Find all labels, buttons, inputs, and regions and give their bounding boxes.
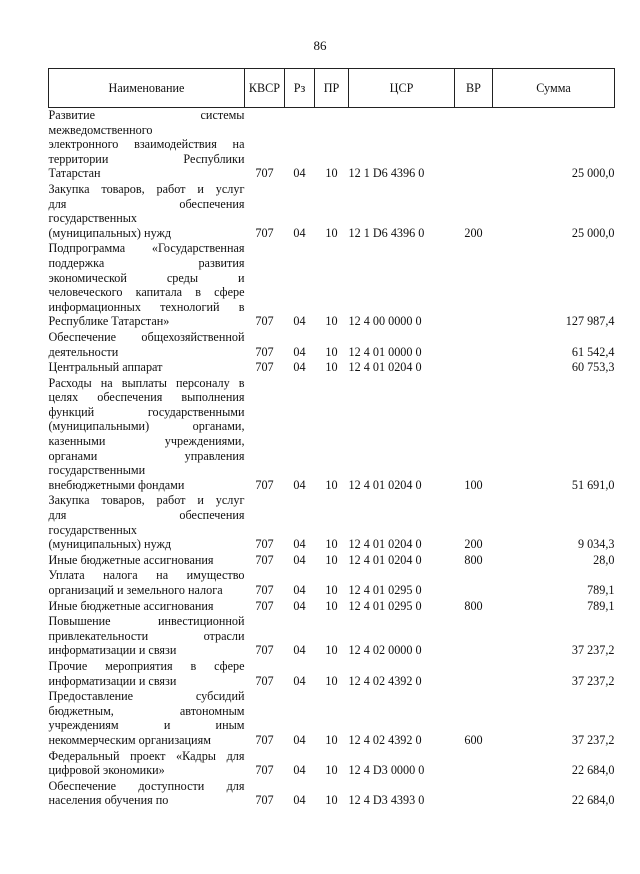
row-name-cell [49, 182, 245, 241]
row-name-line: государственных [48, 522, 138, 537]
row-csr: 12 4 01 0204 0 [348, 552, 422, 567]
row-name-line: для обеспечения [48, 196, 245, 211]
header-rz: Рз [285, 69, 315, 108]
row-name-line: некоммерческим организациям [48, 732, 211, 747]
row-sum: 61 542,4 [571, 344, 615, 359]
table-row [49, 568, 615, 598]
row-csr: 12 4 01 0295 0 [348, 583, 422, 597]
table-row [49, 493, 615, 552]
table-row [49, 241, 615, 330]
row-pr: 10 [325, 225, 338, 240]
row-kvsr: 707 [255, 314, 274, 329]
row-name-line: электронного взаимодействия на [48, 137, 245, 152]
row-name-line: Развитие системы [48, 108, 245, 122]
row-csr: 12 1 D6 4396 0 [348, 166, 425, 181]
table-row [49, 182, 615, 241]
row-name-line: бюджетным, автономным [48, 703, 245, 718]
row-csr: 12 4 D3 4393 0 [348, 793, 425, 808]
row-rz: 04 [293, 552, 306, 567]
row-pr: 10 [325, 314, 338, 329]
row-rz: 04 [293, 583, 306, 597]
table-row [49, 614, 615, 659]
row-name-line: Республике Татарстан» [48, 314, 170, 329]
row-pr: 10 [325, 477, 338, 492]
row-csr: 12 4 01 0204 0 [348, 537, 422, 552]
row-name-line: Обеспечение доступности для [48, 778, 245, 793]
row-name-line: для обеспечения [48, 508, 245, 523]
row-kvsr: 707 [255, 225, 274, 240]
row-name-line: экономической среды и [48, 270, 245, 285]
row-name-line: информатизации и связи [48, 673, 177, 688]
row-rz: 04 [293, 166, 306, 181]
row-sum: 789,1 [587, 598, 615, 613]
row-name-cell [49, 599, 245, 615]
row-rz: 04 [293, 537, 306, 552]
row-name-line: (муниципальных) нужд [48, 225, 172, 240]
row-name-cell [49, 108, 245, 182]
table-row [49, 108, 615, 182]
row-sum: 37 237,2 [571, 732, 615, 747]
table-row [49, 553, 615, 569]
table-row [49, 749, 615, 779]
row-name-line: учреждениям и иным [48, 718, 245, 733]
header-name: Наименование [49, 69, 245, 108]
row-name-line: целях обеспечения выполнения [48, 390, 245, 405]
row-name-line: Иные бюджетные ассигнования [48, 598, 214, 613]
row-name-line: Расходы на выплаты персоналу в [48, 375, 245, 390]
row-name-line: Прочие мероприятия в сфере [48, 658, 245, 673]
table-row [49, 376, 615, 494]
row-csr: 12 4 02 0000 0 [348, 643, 422, 658]
row-vr [455, 330, 493, 360]
row-vr: 200 [464, 225, 483, 240]
table-row [49, 779, 615, 809]
row-csr: 12 4 02 4392 0 [348, 732, 422, 747]
row-name-line: (муниципальными) органами, [48, 419, 245, 434]
row-rz: 04 [293, 732, 306, 747]
row-name-line: Повышение инвестиционной [48, 614, 245, 629]
row-pr: 10 [325, 552, 338, 567]
row-name-cell [49, 241, 245, 330]
row-name-line: цифровой экономики» [48, 763, 165, 778]
row-sum: 9 034,3 [577, 537, 615, 552]
row-csr: 12 4 D3 0000 0 [348, 763, 425, 778]
row-name-line: человеческого капитала в сфере [48, 285, 245, 300]
row-name-line: поддержка развития [48, 255, 245, 270]
row-rz: 04 [293, 225, 306, 240]
row-sum: 37 237,2 [571, 643, 615, 658]
row-vr [455, 779, 493, 809]
table-body [49, 108, 615, 809]
row-pr: 10 [325, 344, 338, 359]
row-sum: 60 753,3 [571, 360, 615, 375]
row-sum: 22 684,0 [571, 763, 615, 778]
row-name-line: Татарстан [48, 166, 101, 181]
row-name-cell [49, 614, 245, 659]
row-kvsr: 707 [255, 673, 274, 688]
row-name-cell [49, 330, 245, 360]
row-name-line: Подпрограмма «Государственная [48, 241, 245, 256]
row-sum: 22 684,0 [571, 793, 615, 808]
row-kvsr: 707 [255, 793, 274, 808]
row-kvsr: 707 [255, 732, 274, 747]
row-kvsr: 707 [255, 583, 274, 597]
row-name-line: Предоставление субсидий [48, 689, 245, 704]
row-name-line: территории Республики [48, 151, 245, 166]
row-kvsr: 707 [255, 552, 274, 567]
row-name-line: функций государственными [48, 404, 245, 419]
row-pr: 10 [325, 763, 338, 778]
row-kvsr: 707 [255, 537, 274, 552]
row-sum: 25 000,0 [571, 225, 615, 240]
row-kvsr: 707 [255, 598, 274, 613]
row-vr [455, 659, 493, 689]
row-kvsr: 707 [255, 763, 274, 778]
row-name-line: (муниципальных) нужд [48, 537, 172, 552]
row-sum: 25 000,0 [571, 166, 615, 181]
row-sum: 51 691,0 [571, 477, 615, 492]
row-name-line: населения обучения по [48, 793, 169, 808]
row-rz: 04 [293, 673, 306, 688]
row-rz: 04 [293, 598, 306, 613]
header-csr: ЦСР [349, 69, 455, 108]
header-vr: ВР [455, 69, 493, 108]
row-name-line: казенными учреждениями, [48, 434, 245, 449]
row-pr: 10 [325, 166, 338, 181]
table-row [49, 659, 615, 689]
row-sum: 28,0 [593, 552, 615, 567]
row-rz: 04 [293, 360, 306, 375]
row-kvsr: 707 [255, 166, 274, 181]
row-name-line: Иные бюджетные ассигнования [48, 552, 214, 567]
row-pr: 10 [325, 537, 338, 552]
row-name-line: государственных [48, 211, 138, 226]
row-vr: 200 [464, 537, 483, 552]
row-pr: 10 [325, 360, 338, 375]
row-rz: 04 [293, 793, 306, 808]
row-name-line: Закупка товаров, работ и услуг [48, 493, 245, 508]
row-vr: 600 [464, 732, 483, 747]
row-csr: 12 4 02 4392 0 [348, 673, 422, 688]
row-kvsr: 707 [255, 477, 274, 492]
row-name-line: Центральный аппарат [48, 360, 163, 375]
row-name-line: государственными [48, 463, 146, 478]
row-vr [455, 241, 493, 330]
row-rz: 04 [293, 344, 306, 359]
row-name-line: привлекательности отрасли [48, 628, 245, 643]
row-name-cell [49, 689, 245, 748]
row-name-line: организаций и земельного налога [48, 583, 223, 597]
row-pr: 10 [325, 643, 338, 658]
table-row [49, 360, 615, 376]
row-pr: 10 [325, 583, 338, 597]
row-vr [455, 749, 493, 779]
row-name-cell [49, 376, 245, 494]
row-name-line: информационных технологий в [48, 299, 245, 314]
row-name-line: деятельности [48, 344, 119, 359]
row-rz: 04 [293, 643, 306, 658]
row-pr: 10 [325, 598, 338, 613]
row-name-cell [49, 493, 245, 552]
row-name-line: внебюджетными фондами [48, 477, 185, 492]
row-rz: 04 [293, 314, 306, 329]
row-sum: 37 237,2 [571, 673, 615, 688]
row-csr: 12 4 01 0000 0 [348, 344, 422, 359]
row-pr: 10 [325, 793, 338, 808]
row-vr [455, 360, 493, 376]
header-sum: Сумма [493, 69, 615, 108]
row-name-line: Обеспечение общехозяйственной [48, 329, 245, 344]
row-sum: 789,1 [587, 583, 615, 597]
row-name-cell [49, 360, 245, 376]
row-vr: 800 [464, 598, 483, 613]
row-pr: 10 [325, 732, 338, 747]
row-vr [455, 614, 493, 659]
row-sum: 127 987,4 [565, 314, 615, 329]
row-csr: 12 4 01 0204 0 [348, 360, 422, 375]
row-csr: 12 4 01 0204 0 [348, 477, 422, 492]
row-csr: 12 1 D6 4396 0 [348, 225, 425, 240]
row-vr [455, 568, 493, 598]
row-vr: 100 [464, 477, 483, 492]
row-name-cell [49, 568, 245, 598]
table-header-row [49, 69, 615, 108]
row-name-line: органами управления [48, 448, 245, 463]
row-name-line: информатизации и связи [48, 643, 177, 658]
row-name-line: Уплата налога на имущество [48, 568, 245, 583]
row-rz: 04 [293, 477, 306, 492]
page-number: 86 [313, 38, 327, 53]
header-pr: ПР [315, 69, 349, 108]
row-name-cell [49, 779, 245, 809]
table-row [49, 689, 615, 748]
row-name-cell [49, 749, 245, 779]
row-rz: 04 [293, 763, 306, 778]
row-kvsr: 707 [255, 643, 274, 658]
row-kvsr: 707 [255, 360, 274, 375]
row-kvsr: 707 [255, 344, 274, 359]
row-csr: 12 4 01 0295 0 [348, 598, 422, 613]
row-pr: 10 [325, 673, 338, 688]
row-name-cell [49, 659, 245, 689]
header-kvsr: КВСР [245, 69, 285, 108]
row-name-cell [49, 553, 245, 569]
row-csr: 12 4 00 0000 0 [348, 314, 422, 329]
table-row [49, 330, 615, 360]
row-name-line: межведомственного [48, 122, 153, 137]
row-vr [455, 108, 493, 182]
row-name-line: Закупка товаров, работ и услуг [48, 181, 245, 196]
budget-table [48, 68, 615, 809]
row-name-line: Федеральный проект «Кадры для [48, 748, 245, 763]
table-row [49, 599, 615, 615]
row-vr: 800 [464, 552, 483, 567]
